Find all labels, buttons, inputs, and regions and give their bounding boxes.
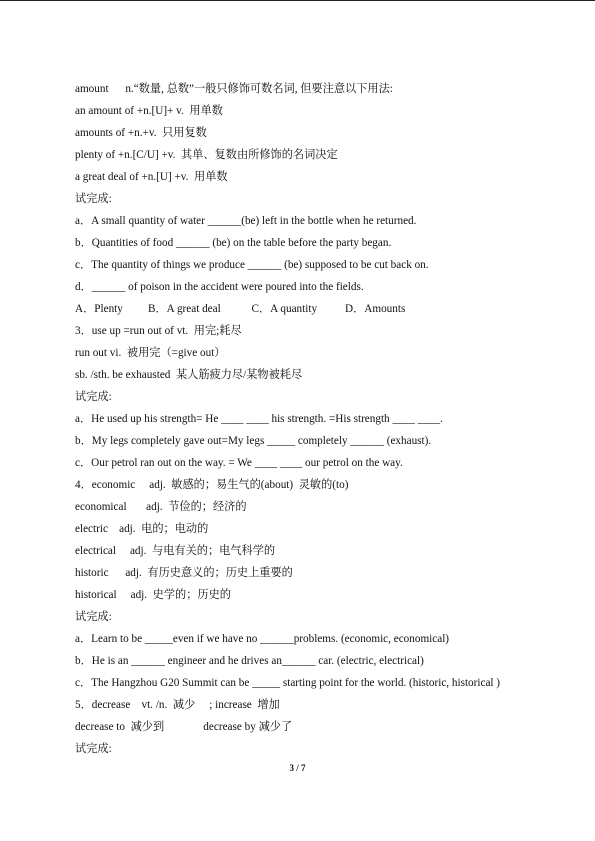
top-border-line — [0, 0, 595, 1]
text-line: electrical adj. 与电有关的；电气科学的 — [75, 545, 276, 557]
text-line: amount n.“数量, 总数”一般只修饰可数名词, 但要注意以下用法: — [75, 83, 393, 95]
section-heading: 4．economic adj. 敏感的；易生气的(about) 灵敏的(to) — [75, 479, 349, 491]
exercise-item: d．______ of poison in the accident were poured into the fields. — [75, 281, 364, 293]
text-line: economical adj. 节俭的；经济的 — [75, 501, 247, 513]
exercise-item: c．The Hangzhou G20 Summit can be _____ starting point for the world. (historic, historical ) — [75, 677, 501, 689]
answer-options: A．Plenty B．A great deal C．A quantity D．Amounts — [75, 303, 406, 315]
exercise-item: a．Learn to be _____even if we have no ______problems. (economic, economical) — [75, 633, 450, 645]
exercise-heading: 试完成: — [75, 743, 112, 755]
text-line: historic adj. 有历史意义的；历史上重要的 — [75, 567, 293, 579]
text-line: run out vi. 被用完（=give out） — [75, 347, 226, 359]
text-line: plenty of +n.[C/U] +v. 其单、复数由所修饰的名词决定 — [75, 149, 338, 161]
text-line: sb. /sth. be exhausted 某人筋疲力尽/某物被耗尽 — [75, 369, 303, 381]
exercise-item: b．Quantities of food ______ (be) on the table before the party began. — [75, 237, 392, 249]
exercise-item: c．The quantity of things we produce ______ (be) supposed to be cut back on. — [75, 259, 429, 271]
text-line: electric adj. 电的；电动的 — [75, 523, 209, 535]
text-line: amounts of +n.+v. 只用复数 — [75, 127, 207, 139]
exercise-item: b．My legs completely gave out=My legs _____ completely ______ (exhaust). — [75, 435, 432, 447]
exercise-item: b．He is an ______ engineer and he drives an______ car. (electric, electrical) — [75, 655, 424, 667]
exercise-item: a．A small quantity of water ______(be) left in the bottle when he returned. — [75, 215, 417, 227]
document-body — [75, 78, 545, 760]
text-line: historical adj. 史学的；历史的 — [75, 589, 231, 601]
text-line: decrease to 减少到 decrease by 减少了 — [75, 721, 293, 733]
page-number: 3 / 7 — [289, 763, 306, 773]
exercise-heading: 试完成: — [75, 193, 112, 205]
text-line: a great deal of +n.[U] +v. 用单数 — [75, 171, 228, 183]
exercise-heading: 试完成: — [75, 611, 112, 623]
exercise-item: a．He used up his strength= He ____ ____ his strength. =His strength ____ ____. — [75, 413, 443, 425]
text-line: an amount of +n.[U]+ v. 用单数 — [75, 105, 223, 117]
section-heading: 5．decrease vt. /n. 减少 ; increase 增加 — [75, 699, 280, 711]
exercise-item: c．Our petrol ran out on the way. = We ____ ____ our petrol on the way. — [75, 457, 403, 469]
section-heading: 3．use up =run out of vt. 用完;耗尽 — [75, 325, 242, 337]
exercise-heading: 试完成: — [75, 391, 112, 403]
